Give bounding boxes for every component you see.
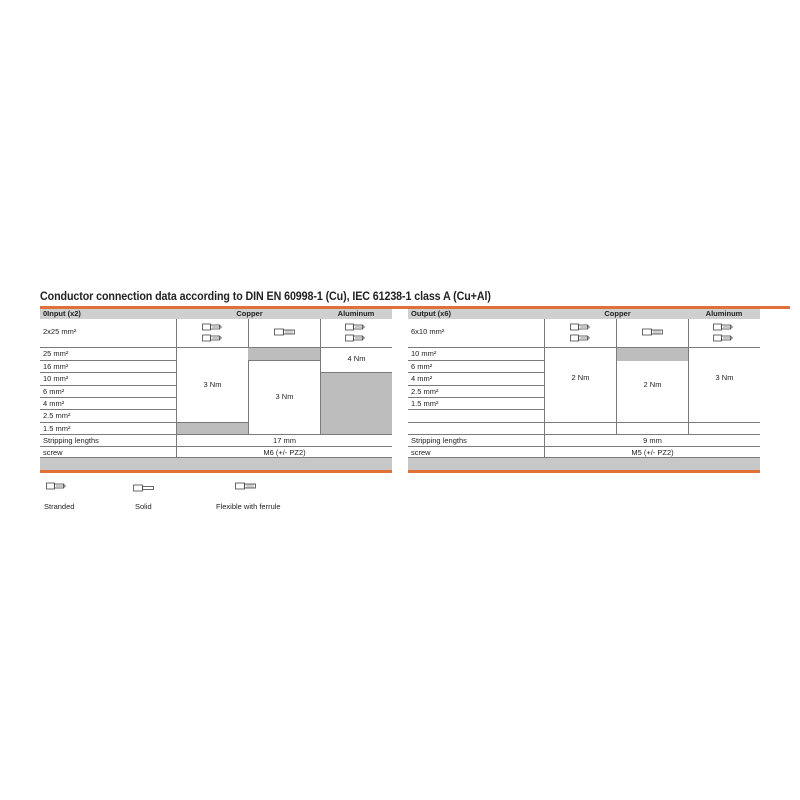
row-label: 6 mm²	[43, 387, 65, 396]
screw-label: screw	[411, 448, 431, 457]
row-label: 1.5 mm²	[43, 424, 71, 433]
stranded-conductor-icon	[202, 334, 224, 342]
row-label: 1.5 mm²	[411, 399, 439, 408]
header-aluminum: Aluminum	[337, 309, 375, 318]
row-label: 6 mm²	[411, 362, 433, 371]
row-label-first: 6x10 mm²	[411, 327, 445, 336]
header-output: Output (x6)	[411, 309, 451, 318]
torque-aluminum: 4 Nm	[347, 354, 366, 363]
legend-ferrule: Flexible with ferrule	[216, 502, 281, 511]
stranded-conductor-icon	[46, 482, 68, 490]
torque-stranded: 2 Nm	[571, 373, 590, 382]
stranded-conductor-icon	[345, 323, 367, 331]
row-label: 2.5 mm²	[411, 387, 439, 396]
torque-stranded: 3 Nm	[203, 380, 222, 389]
stripping-label: Stripping lengths	[411, 436, 467, 445]
torque-aluminum: 3 Nm	[715, 373, 734, 382]
ferrule-conductor-icon	[235, 482, 257, 490]
legend-solid: Solid	[135, 502, 152, 511]
stranded-conductor-icon	[713, 334, 735, 342]
stranded-conductor-icon	[570, 334, 592, 342]
row-label: 4 mm²	[43, 399, 65, 408]
na-aluminum	[321, 372, 392, 434]
input-table	[40, 309, 392, 479]
torque-solid: 3 Nm	[275, 392, 294, 401]
solid-conductor-icon	[642, 328, 664, 336]
page-title: Conductor connection data according to DIN EN 60998-1 (Cu), IEC 61238-1 class A (Cu+Al)	[40, 291, 491, 303]
row-label: 25 mm²	[43, 349, 69, 358]
header-copper: Copper	[236, 309, 263, 318]
screw-label: screw	[43, 448, 63, 457]
stripping-label: Stripping lengths	[43, 436, 99, 445]
stranded-conductor-icon	[345, 334, 367, 342]
solid-conductor-icon	[133, 484, 155, 492]
row-label: 10 mm²	[411, 349, 437, 358]
header-copper: Copper	[604, 309, 631, 318]
legend-stranded: Stranded	[44, 502, 75, 511]
stranded-conductor-icon	[202, 323, 224, 331]
na-stranded-bottom	[177, 422, 248, 434]
row-label: 4 mm²	[411, 374, 433, 383]
output-table	[408, 309, 760, 479]
row-label: 16 mm²	[43, 362, 69, 371]
row-label: 10 mm²	[43, 374, 69, 383]
screw-value: M6 (+/- PZ2)	[263, 448, 306, 457]
na-solid-top	[248, 347, 320, 361]
stripping-value: 9 mm	[643, 436, 662, 445]
header-aluminum: Aluminum	[705, 309, 743, 318]
na-solid-top	[617, 347, 688, 361]
stranded-conductor-icon	[713, 323, 735, 331]
row-label-first: 2x25 mm²	[43, 327, 77, 336]
screw-value: M5 (+/- PZ2)	[631, 448, 674, 457]
row-label: 2.5 mm²	[43, 411, 71, 420]
header-input: 0Input (x2)	[43, 309, 81, 318]
stripping-value: 17 mm	[273, 436, 296, 445]
stranded-conductor-icon	[570, 323, 592, 331]
solid-conductor-icon	[274, 328, 296, 336]
torque-solid: 2 Nm	[643, 380, 662, 389]
